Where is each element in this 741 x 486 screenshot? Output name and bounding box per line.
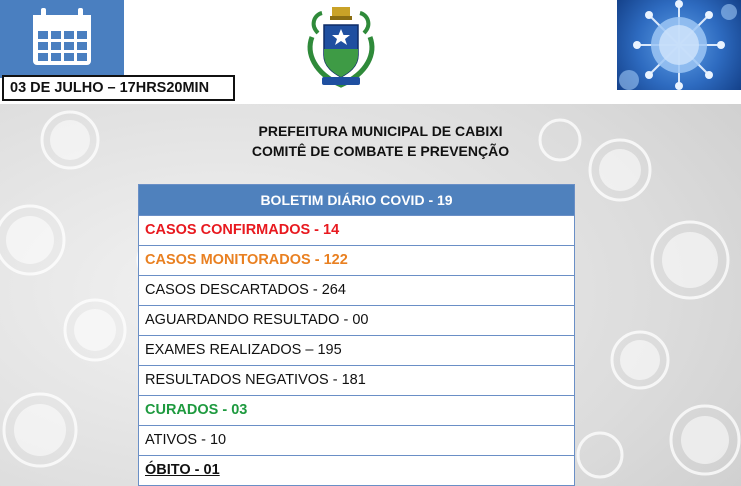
row-label: EXAMES REALIZADOS – 195 xyxy=(145,342,342,358)
row-label: ÓBITO - 01 xyxy=(145,462,220,478)
org-committee: COMITÊ DE COMBATE E PREVENÇÃO xyxy=(251,143,510,159)
bulletin-row-exams xyxy=(139,335,574,365)
bulletin-row-negative xyxy=(139,365,574,395)
coronavirus-image xyxy=(617,0,741,90)
row-label: CASOS DESCARTADOS - 264 xyxy=(145,282,346,298)
covid-bulletin-table xyxy=(138,184,575,486)
calendar-panel xyxy=(0,0,124,78)
bulletin-row-monitored xyxy=(139,245,574,275)
organization-heading xyxy=(0,121,741,161)
row-label: AGUARDANDO RESULTADO - 00 xyxy=(145,312,369,328)
bulletin-row-active xyxy=(139,425,574,455)
row-label: ATIVOS - 10 xyxy=(145,432,227,448)
row-label: CASOS CONFIRMADOS - 14 xyxy=(145,222,340,238)
municipal-crest xyxy=(300,3,382,89)
org-name: PREFEITURA MUNICIPAL DE CABIXI xyxy=(258,123,503,139)
bulletin-row-discarded xyxy=(139,275,574,305)
row-label: CURADOS - 03 xyxy=(145,402,248,418)
bulletin-row-death xyxy=(139,455,574,485)
row-label: RESULTADOS NEGATIVOS - 181 xyxy=(145,372,366,388)
calendar-icon xyxy=(0,0,124,78)
bulletin-row-confirmed xyxy=(139,215,574,245)
row-label: CASOS MONITORADOS - 122 xyxy=(145,252,348,268)
bulletin-row-cured xyxy=(139,395,574,425)
bulletin-title: BOLETIM DIÁRIO COVID - 19 xyxy=(139,185,574,215)
bulletin-row-awaiting xyxy=(139,305,574,335)
date-time-label: 03 DE JULHO – 17HRS20MIN xyxy=(2,75,235,101)
